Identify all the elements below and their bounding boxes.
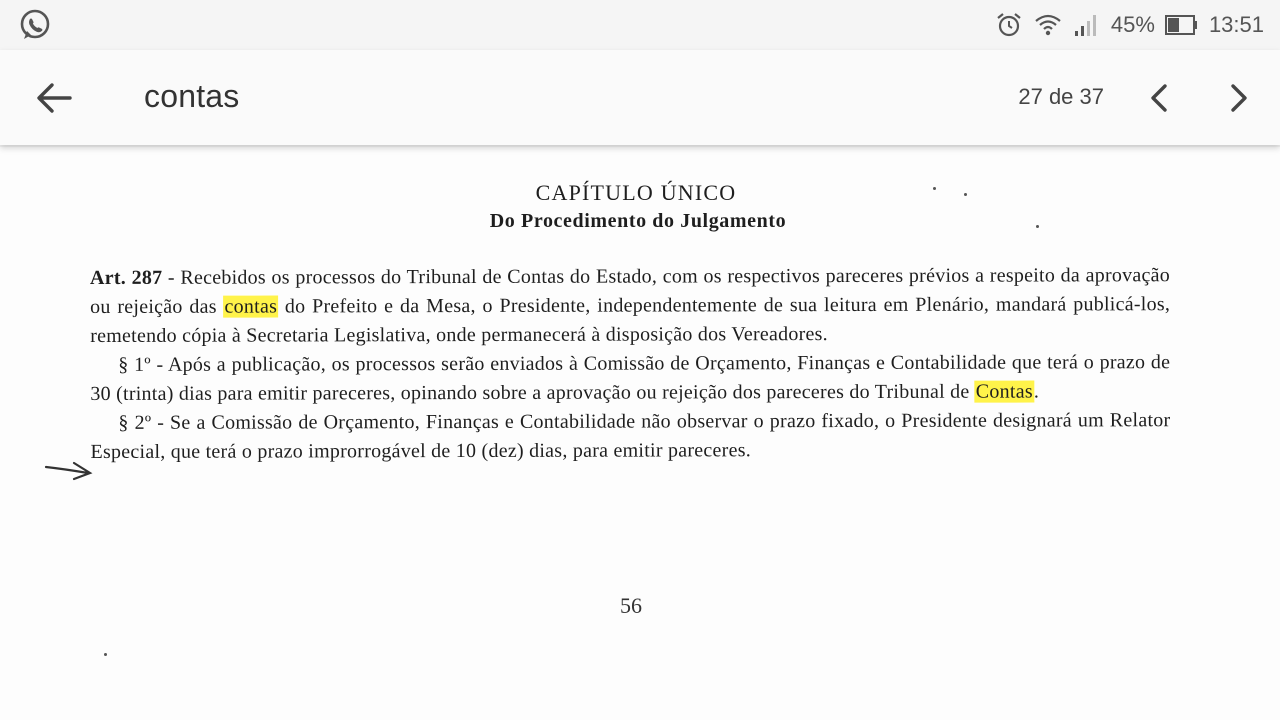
match-counter: 27 de 37: [1018, 84, 1104, 109]
chevron-left-icon: [1140, 78, 1180, 118]
status-bar: [0, 0, 1280, 50]
handwritten-arrow-icon: [44, 457, 96, 483]
clock-time: 13:51: [1208, 12, 1264, 37]
paragraph-1-text: § 1º - Após a publicação, os processos serão enviados à Comissão de Orçamento, Finanças e Contabilidade que terá o prazo de 30 (trinta) dias para emitir pareceres, opinando sobre a aprovação ou rejeição dos pareceres do Tribunal de: [90, 351, 1171, 405]
search-query-input[interactable]: contas: [144, 78, 240, 114]
signal-icon: [1073, 12, 1101, 38]
search-toolbar: [0, 50, 1280, 145]
previous-match-button[interactable]: [1140, 78, 1180, 118]
page-number: 56: [620, 593, 642, 618]
back-arrow-icon: [30, 76, 78, 120]
document-body: [90, 261, 1171, 467]
scan-speck: [104, 653, 107, 656]
wifi-icon: [1033, 11, 1063, 39]
scan-speck: [1036, 225, 1039, 228]
alarm-icon: [995, 11, 1023, 39]
chapter-title: CAPÍTULO ÚNICO: [535, 180, 737, 205]
back-button[interactable]: [30, 76, 78, 120]
article-text-end: do Prefeito e da Mesa, o Presidente, independentemente de sua leitura em Plenário, mandará publicá-los, remetendo cópia à Secretaria Legislativa, onde permanecerá à disposição dos Vereadores.: [90, 293, 1171, 347]
whatsapp-icon: [18, 8, 52, 42]
next-match-button[interactable]: [1218, 78, 1258, 118]
paragraph-2: § 2º - Se a Comissão de Orçamento, Finanças e Contabilidade não observar o prazo fixado, o Presidente designará um Relator Especial, que terá o prazo improrrogável de 10 (dez) dias, para emitir pareceres.: [90, 409, 1171, 463]
search-highlight-current[interactable]: contas: [224, 295, 278, 318]
article-text-start: - Recebidos os processos do Tribunal de Contas do Estado, com os respectivos pareceres prévios a respeito da aprovação ou rejeição das: [90, 264, 1171, 318]
scan-speck: [964, 193, 967, 196]
article-label: Art. 287: [90, 266, 163, 289]
battery-percent: 45%: [1110, 12, 1155, 37]
paragraph-1: [90, 348, 1170, 409]
article-287: [90, 261, 1170, 351]
battery-icon: [1165, 14, 1199, 36]
search-highlight[interactable]: Contas: [975, 380, 1033, 403]
paragraph-1-end: .: [1033, 380, 1040, 403]
document-page: [0, 147, 1280, 720]
section-title: Do Procedimento do Julgamento: [489, 210, 787, 232]
chevron-right-icon: [1218, 78, 1258, 118]
scan-speck: [933, 187, 936, 190]
